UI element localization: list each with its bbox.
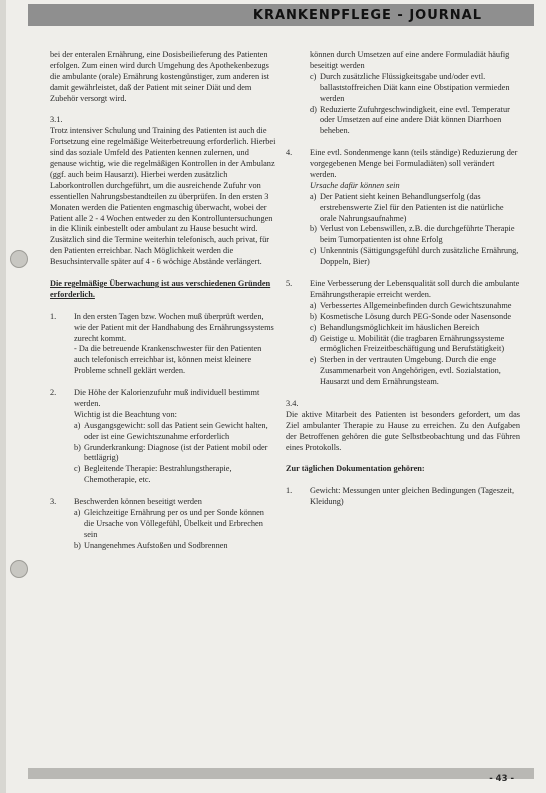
continued-item-3 xyxy=(286,50,520,137)
item-number: 1. xyxy=(286,486,293,496)
item-text: Eine Verbesserung der Lebensqualität soll durch die ambulante Ernährungstherapie erreicht werden. xyxy=(310,279,520,299)
sub-key: c) xyxy=(310,322,317,332)
intro-paragraph: bei der enteralen Ernährung, eine Dosisbeilieferung des Patienten erfolgen. Zum einen wird durch Umgehung des Apothekenbezugs die ambulante (orale) Ernährung kostengünstiger, zum anderen ist damit gewährleistet, daß der Patient mit seiner Diät und dem Zubehör versorgt wird. xyxy=(50,50,270,103)
sub-key: a) xyxy=(310,191,317,201)
reason-item-1 xyxy=(50,312,276,377)
sub-value: Verbessertes Allgemeinbefinden durch Gewichtszunahme xyxy=(320,300,512,310)
item-text: In den ersten Tagen bzw. Wochen muß überprüft werden, wie der Patient mit der Handhabung des Ernährungssystems zurecht kommt. xyxy=(74,311,274,343)
item-number: 1. xyxy=(50,311,57,321)
journal-title: KRANKENPFLEGE - JOURNAL xyxy=(252,7,482,23)
sub-value: Geistige u. Mobilität (die tragbaren Ernährungssysteme ermöglichen Freizeitbeschäftigung und Berufstätigkeit) xyxy=(320,333,505,354)
sub-value: Ausgangsgewicht: soll das Patient sein Gewicht halten, oder ist eine Gewichtszunahme erforderlich xyxy=(84,420,268,441)
reason-item-3 xyxy=(50,497,276,552)
item-text: Gewicht: Messungen unter gleichen Bedingungen (Tageszeit, Kleidung) xyxy=(310,486,515,507)
sub-key: b) xyxy=(74,442,81,452)
sub-key: b) xyxy=(74,540,81,550)
item-text: Die Höhe der Kalorienzufuhr muß individuell bestimmt werden. xyxy=(74,388,260,408)
sub-key: a) xyxy=(74,507,81,517)
sub-key: c) xyxy=(74,464,81,474)
section-3-1 xyxy=(50,115,276,268)
sub-value: Der Patient sieht keinen Behandlungserfolg (das erstrebenswerte Ziel für den Patienten ist die natürliche orale Nahrungsaufnahme) xyxy=(320,191,504,223)
sub-key: a) xyxy=(310,300,317,310)
sub-item xyxy=(74,508,276,541)
sub-item xyxy=(74,464,276,486)
sub-value: Reduzierte Zufuhrgeschwindigkeit, eine evtl. Temperatur oder Umsetzen auf eine andere Diät können Diarrhoen beheben. xyxy=(320,104,510,136)
journal-header xyxy=(28,4,534,26)
sub-value: Kosmetische Lösung durch PEG-Sonde oder Nasensonde xyxy=(320,311,512,321)
page-footer xyxy=(28,768,534,784)
sub-value: Verlust von Lebenswillen, z.B. die durchgeführte Therapie beim Tumorpatienten ist ohne Erfolg xyxy=(320,224,515,245)
sub-item xyxy=(310,72,520,105)
documentation-heading-block xyxy=(286,464,520,475)
sub-key: e) xyxy=(310,355,317,365)
item-text: Beschwerden können beseitigt werden xyxy=(74,497,202,507)
sub-value: Unkenntnis (Sättigungsgefühl durch zusätzliche Ernährung, Doppeln, Bier) xyxy=(320,246,519,267)
sub-item xyxy=(310,224,520,246)
documentation-heading: Zur täglichen Dokumentation gehören: xyxy=(286,464,425,474)
left-column xyxy=(50,50,276,552)
documentation-item-1 xyxy=(286,486,520,508)
sub-value: Durch zusätzliche Flüssigkeitsgabe und/oder evtl. ballaststoffreichen Diät kann eine Obstipation vermieden werden xyxy=(320,71,510,103)
sub-item xyxy=(74,421,276,443)
sub-key: b) xyxy=(310,224,317,234)
sub-item xyxy=(310,105,520,138)
sub-key: d) xyxy=(310,333,317,343)
sub-item xyxy=(310,323,520,334)
sub-item xyxy=(310,301,520,312)
reasons-heading: Die regelmäßige Überwachung ist aus verschiedenen Gründen erforderlich. xyxy=(50,279,271,299)
right-column xyxy=(286,50,520,508)
section-number: 3.4. xyxy=(286,398,299,408)
sub-value: Sterben in der vertrauten Umgebung. Durch die enge Zusammenarbeit von Angehörigen, evtl. Sozialstation, Hausarzt und dem Ernährungsteam. xyxy=(320,355,501,387)
sub-item xyxy=(74,541,276,552)
section-number: 3.1. xyxy=(50,115,63,125)
section-text: Trotz intensiver Schulung und Training des Patienten ist auch die Fortsetzung eine regelmäßige Weiterbetreuung erforderlich. Hierbei sind das soziale Umfeld des Patienten kennen zulernen, und genause wichtig, wie die regelmäßigen Kontrollen in der Ambulanz (ggf. auch beim Hausarzt). Hierbei werden zusätzlich Laborkontrollen durchgeführt, um die ausreichende Zufuhr von essentiellen Nahrungsbestandteilen zu überprüfen. In den ersten 3 Monaten werden die Patienten engmaschig überwacht, wobei der Patient alle 2 - 4 Wochen entweder zu den Kontrolluntersuchungen in die Klinik einbestellt oder ambulant zu Hause besucht wird. Zusätzlich sind die Termine weiterhin telefonisch, auch privat, für den Patienten erreichbar. Nach Möglichkeit werden die Besuchsintervalle später auf 4 - 6 wöchige Abstände verlängert. xyxy=(50,126,276,267)
item-number: 2. xyxy=(50,388,57,398)
item-text: Eine evtl. Sondenmenge kann (teils ständige) Reduzierung der vorgegebenen Menge bei Formuladiäten) soll verändert werden. xyxy=(310,148,518,179)
section-3-4 xyxy=(286,399,520,454)
sub-key: c) xyxy=(310,246,317,256)
item-text: können durch Umsetzen auf eine andere Formuladiät häufig beseitigt werden xyxy=(310,50,510,70)
sub-value: Grunderkrankung: Diagnose (ist der Patient mobil oder bettlägrig) xyxy=(84,442,268,463)
item-intro: Ursache dafür können sein xyxy=(310,180,400,190)
item-intro: Wichtig ist die Beachtung von: xyxy=(74,409,177,419)
sub-value: Unangenehmes Aufstoßen und Sodbrennen xyxy=(84,540,228,550)
reason-item-2 xyxy=(50,388,276,486)
page-number: - 43 - xyxy=(489,774,514,784)
sub-item xyxy=(310,334,520,356)
item-number: 4. xyxy=(286,148,293,158)
sub-item xyxy=(310,246,520,268)
sub-value: Gleichzeitige Ernährung per os und per Sonde können die Ursache von Völlegefühl, Übelkeit und Erbrechen sein xyxy=(84,507,264,539)
page-edge-shadow xyxy=(0,0,6,793)
item-note: - Da die betreuende Krankenschwester für den Patienten auch telefonisch erreichbar ist, können meist kleinere Probleme schnell geklärt werden. xyxy=(74,344,262,376)
section-text: Die aktive Mitarbeit des Patienten ist besonders gefordert, um das Ziel ambulanter Therapie zu Hause zu erreichen. Zu den Aufgaben der Betroffenen gehören die gute Selbstbeobachtung und das Führen eines Protokolls. xyxy=(286,409,520,452)
item-number: 5. xyxy=(286,279,293,288)
reason-item-5 xyxy=(286,279,520,388)
reason-item-4 xyxy=(286,148,520,268)
sub-item xyxy=(310,355,520,388)
sub-item xyxy=(74,443,276,465)
item-indent xyxy=(286,50,310,137)
sub-key: a) xyxy=(74,420,81,430)
sub-key: b) xyxy=(310,311,317,321)
punch-hole xyxy=(10,250,28,268)
sub-value: Behandlungsmöglichkeit im häuslichen Bereich xyxy=(320,322,480,332)
sub-value: Begleitende Therapie: Bestrahlungstherapie, Chemotherapie, etc. xyxy=(84,464,232,485)
item-number: 3. xyxy=(50,497,57,507)
reasons-heading-block xyxy=(50,279,276,301)
sub-key: c) xyxy=(310,71,317,81)
sub-key: d) xyxy=(310,104,317,114)
sub-item xyxy=(310,312,520,323)
punch-hole xyxy=(10,560,28,578)
sub-item xyxy=(310,192,520,225)
